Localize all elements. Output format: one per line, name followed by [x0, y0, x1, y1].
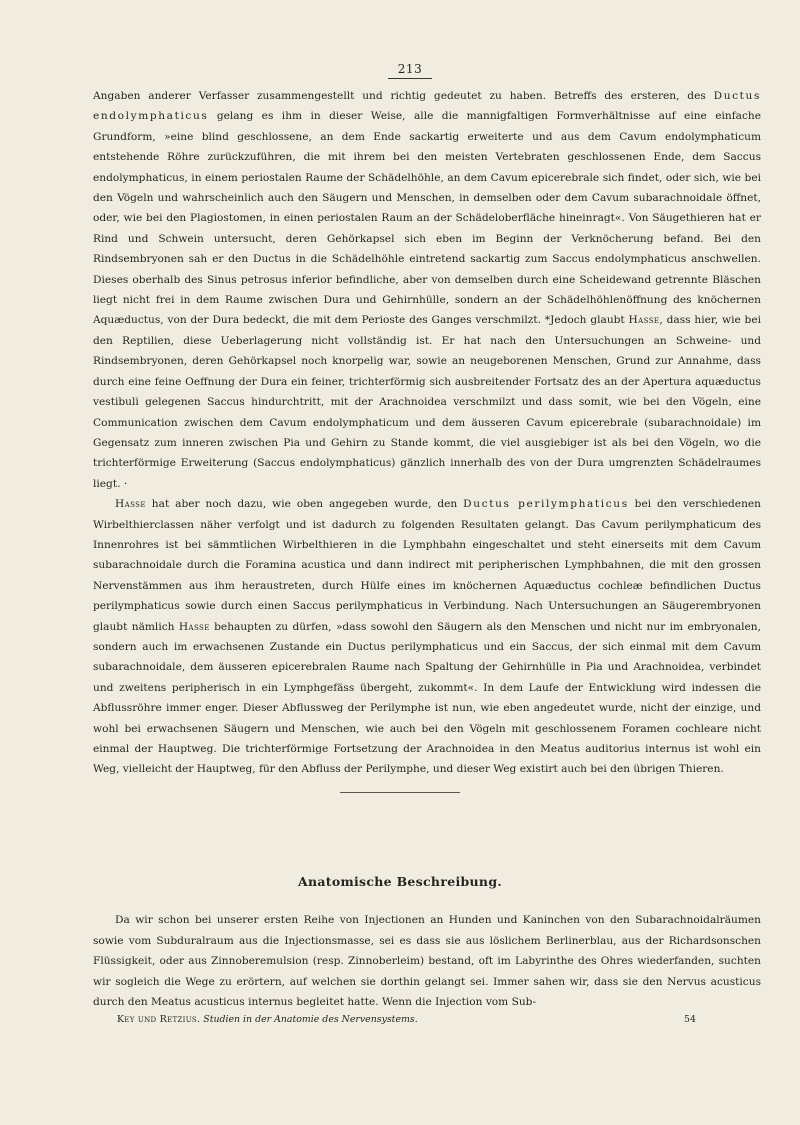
- author-name: Hasse: [115, 498, 146, 511]
- author-name: Hasse: [178, 620, 210, 633]
- page-number-rule: [388, 78, 432, 79]
- body-text: [93, 86, 761, 780]
- section-heading: Anatomische Beschreibung.: [297, 874, 503, 889]
- footer-authors: Key und Retzius.: [117, 1014, 201, 1025]
- footer-citation: [117, 1014, 418, 1025]
- paragraph-1: Angaben anderer Verfasser zusammengestellt und richtig gedeutet zu haben. Betreffs des ersteren, des Ductus endolymphaticus gelang es ihm in dieser Weise, alle die mannigfaltigen Formverhältnisse auf eine einfache Grundform, »eine blind geschlossene, an dem Ende sackartig erweiterte und aus dem Cavum endolymphaticum entstehende Röhre zurückzuführen, die mit ihrem bei den meisten Vertebraten geschlossenen Ende, dem Saccus endolymphaticus, in einem periostalen Raume der Schädelhöhle, an dem Cavum epicerebrale sich findet, oder sich, wie bei den Vögeln und wahrscheinlich auch den Säugern und Menschen, in demselben oder dem Cavum subarachnoidale öffnet, oder, wie bei den Plagiostomen, in einen periostalen Raum an der Schädeloberfläche hineinragt«. Von Säugethieren hat er Rind und Schwein untersucht, deren Gehörkapsel sich eben im Beginn der Verknöcherung befand. Bei den Rindsembryonen sah er den Ductus in die Schädelhöhle eintretend sackartig zum Saccus endolymphaticus anschwellen. Dieses oberhalb des Sinus petrosus inferior befindliche, aber von demselben durch eine Scheidewand getrennte Bläschen liegt nicht frei in dem Raume zwischen Dura und Gehirnhülle, sondern an der Schädelhöhlenöffnung des knöchernen Aquæductus, von der Dura bedeckt, die mit dem Perioste des Ganges verschmilzt. *Jedoch glaubt Hasse, dass hier, wie bei den Reptilien, diese Ueberlagerung nicht vollständig ist. Er hat nach den Untersuchungen an Schweine- und Rindsembryonen, deren Gehörkapsel noch knorpelig war, sowie an neugeborenen Menschen, Grund zur Annahme, dass durch eine feine Oeffnung der Dura ein feiner, trichterförmig sich ausbreitender Fortsatz des an der Apertura aquæductus vestibuli gelegenen Saccus hindurchtritt, mit der Arachnoidea verschmilzt und dass somit, wie bei den Vögeln, eine Communication zwischen dem Cavum endolymphaticum und dem äusseren Cavum epicerebrale (subarachnoidale) im Gegensatz zum inneren zwischen Pia und Gehirn zu Stande kommt, die viel ausgiebiger ist als bei den Vögeln, wo die trichterförmige Erweiterung (Saccus endolymphaticus) gänzlich innerhalb des von der Dura umgrenzten Schädelraumes liegt. ·: [93, 90, 761, 490]
- section-divider: [340, 792, 460, 793]
- section-paragraph: Da wir schon bei unserer ersten Reihe von Injectionen an Hunden und Kaninchen von den Subarachnoidalräumen sowie vom Subduralraum aus die Injectionsmasse, sei es dass sie aus löslichem Berlinerblau, aus der Richardsonschen Flüssigkeit, oder aus Zinnoberemulsion (resp. Zinnoberleim) bestand, oft im Labyrinthe des Ohres wiederfanden, suchten wir sogleich die Wege zu erörtern, auf welchen sie dorthin gelangt sei. Immer sahen wir, dass sie den Nervus acusticus durch den Meatus acusticus internus begleitet hatte. Wenn die Injection vom Sub-: [93, 914, 761, 1009]
- footer-book-title: Studien in der Anatomie des Nervensystems.: [203, 1014, 418, 1025]
- paragraph-2: Hasse hat aber noch dazu, wie oben angegeben wurde, den Ductus perilymphaticus bei den verschiedenen Wirbelthierclassen näher verfolgt und ist dadurch zu folgenden Resultaten gelangt. Das Cavum perilymphaticum des Innenrohres ist bei sämmtlichen Wirbelthieren in die Lymphbahn eingeschaltet und steht einerseits mit dem Cavum subarachnoidale durch die Foramina acustica und dann indirect mit peripherischen Lymphbahnen, die mit den grossen Nervenstämmen aus ihm heraustreten, durch Hülfe eines im knöchernen Aquæductus cochleæ befindlichen Ductus perilymphaticus sowie durch einen Saccus perilymphaticus in Verbindung. Nach Untersuchungen an Säugerembryonen glaubt nämlich Hasse behaupten zu dürfen, »dass sowohl den Säugern als den Menschen und nicht nur im embryonalen, sondern auch im erwachsenen Zustande ein Ductus perilymphaticus und ein Saccus, der sich einmal mit dem Cavum subarachnoidale, dem äusseren epicerebralen Raume nach Spaltung der Gehirnhülle in Pia und Arachnoidea, verbindet und zweitens peripherisch in ein Lymphgefäss übergeht, zukommt«. In dem Laufe der Entwicklung wird indessen die Abflussröhre immer enger. Dieser Abflussweg der Perilymphe ist nun, wie eben angedeutet wurde, nicht der einzige, und wohl bei erwachsenen Säugern und Menschen, wie auch bei den Vögeln mit geschlossenem Foramen cochleare nicht einmal der Hauptweg. Die trichterförmige Fortsetzung der Arachnoidea in den Meatus auditorius internus ist wohl ein Weg, vielleicht der Hauptweg, für den Abfluss der Perilymphe, und dieser Weg existirt auch bei den übrigen Thieren.: [93, 498, 761, 776]
- author-name: Hasse: [628, 314, 660, 327]
- footer-sheet-number: 54: [684, 1014, 696, 1025]
- term-ductus-endolymphaticus: Ductus endolymphaticus: [93, 90, 761, 123]
- term-ductus-perilymphaticus: Ductus perilymphaticus: [463, 498, 629, 511]
- page-number: 213: [397, 62, 423, 76]
